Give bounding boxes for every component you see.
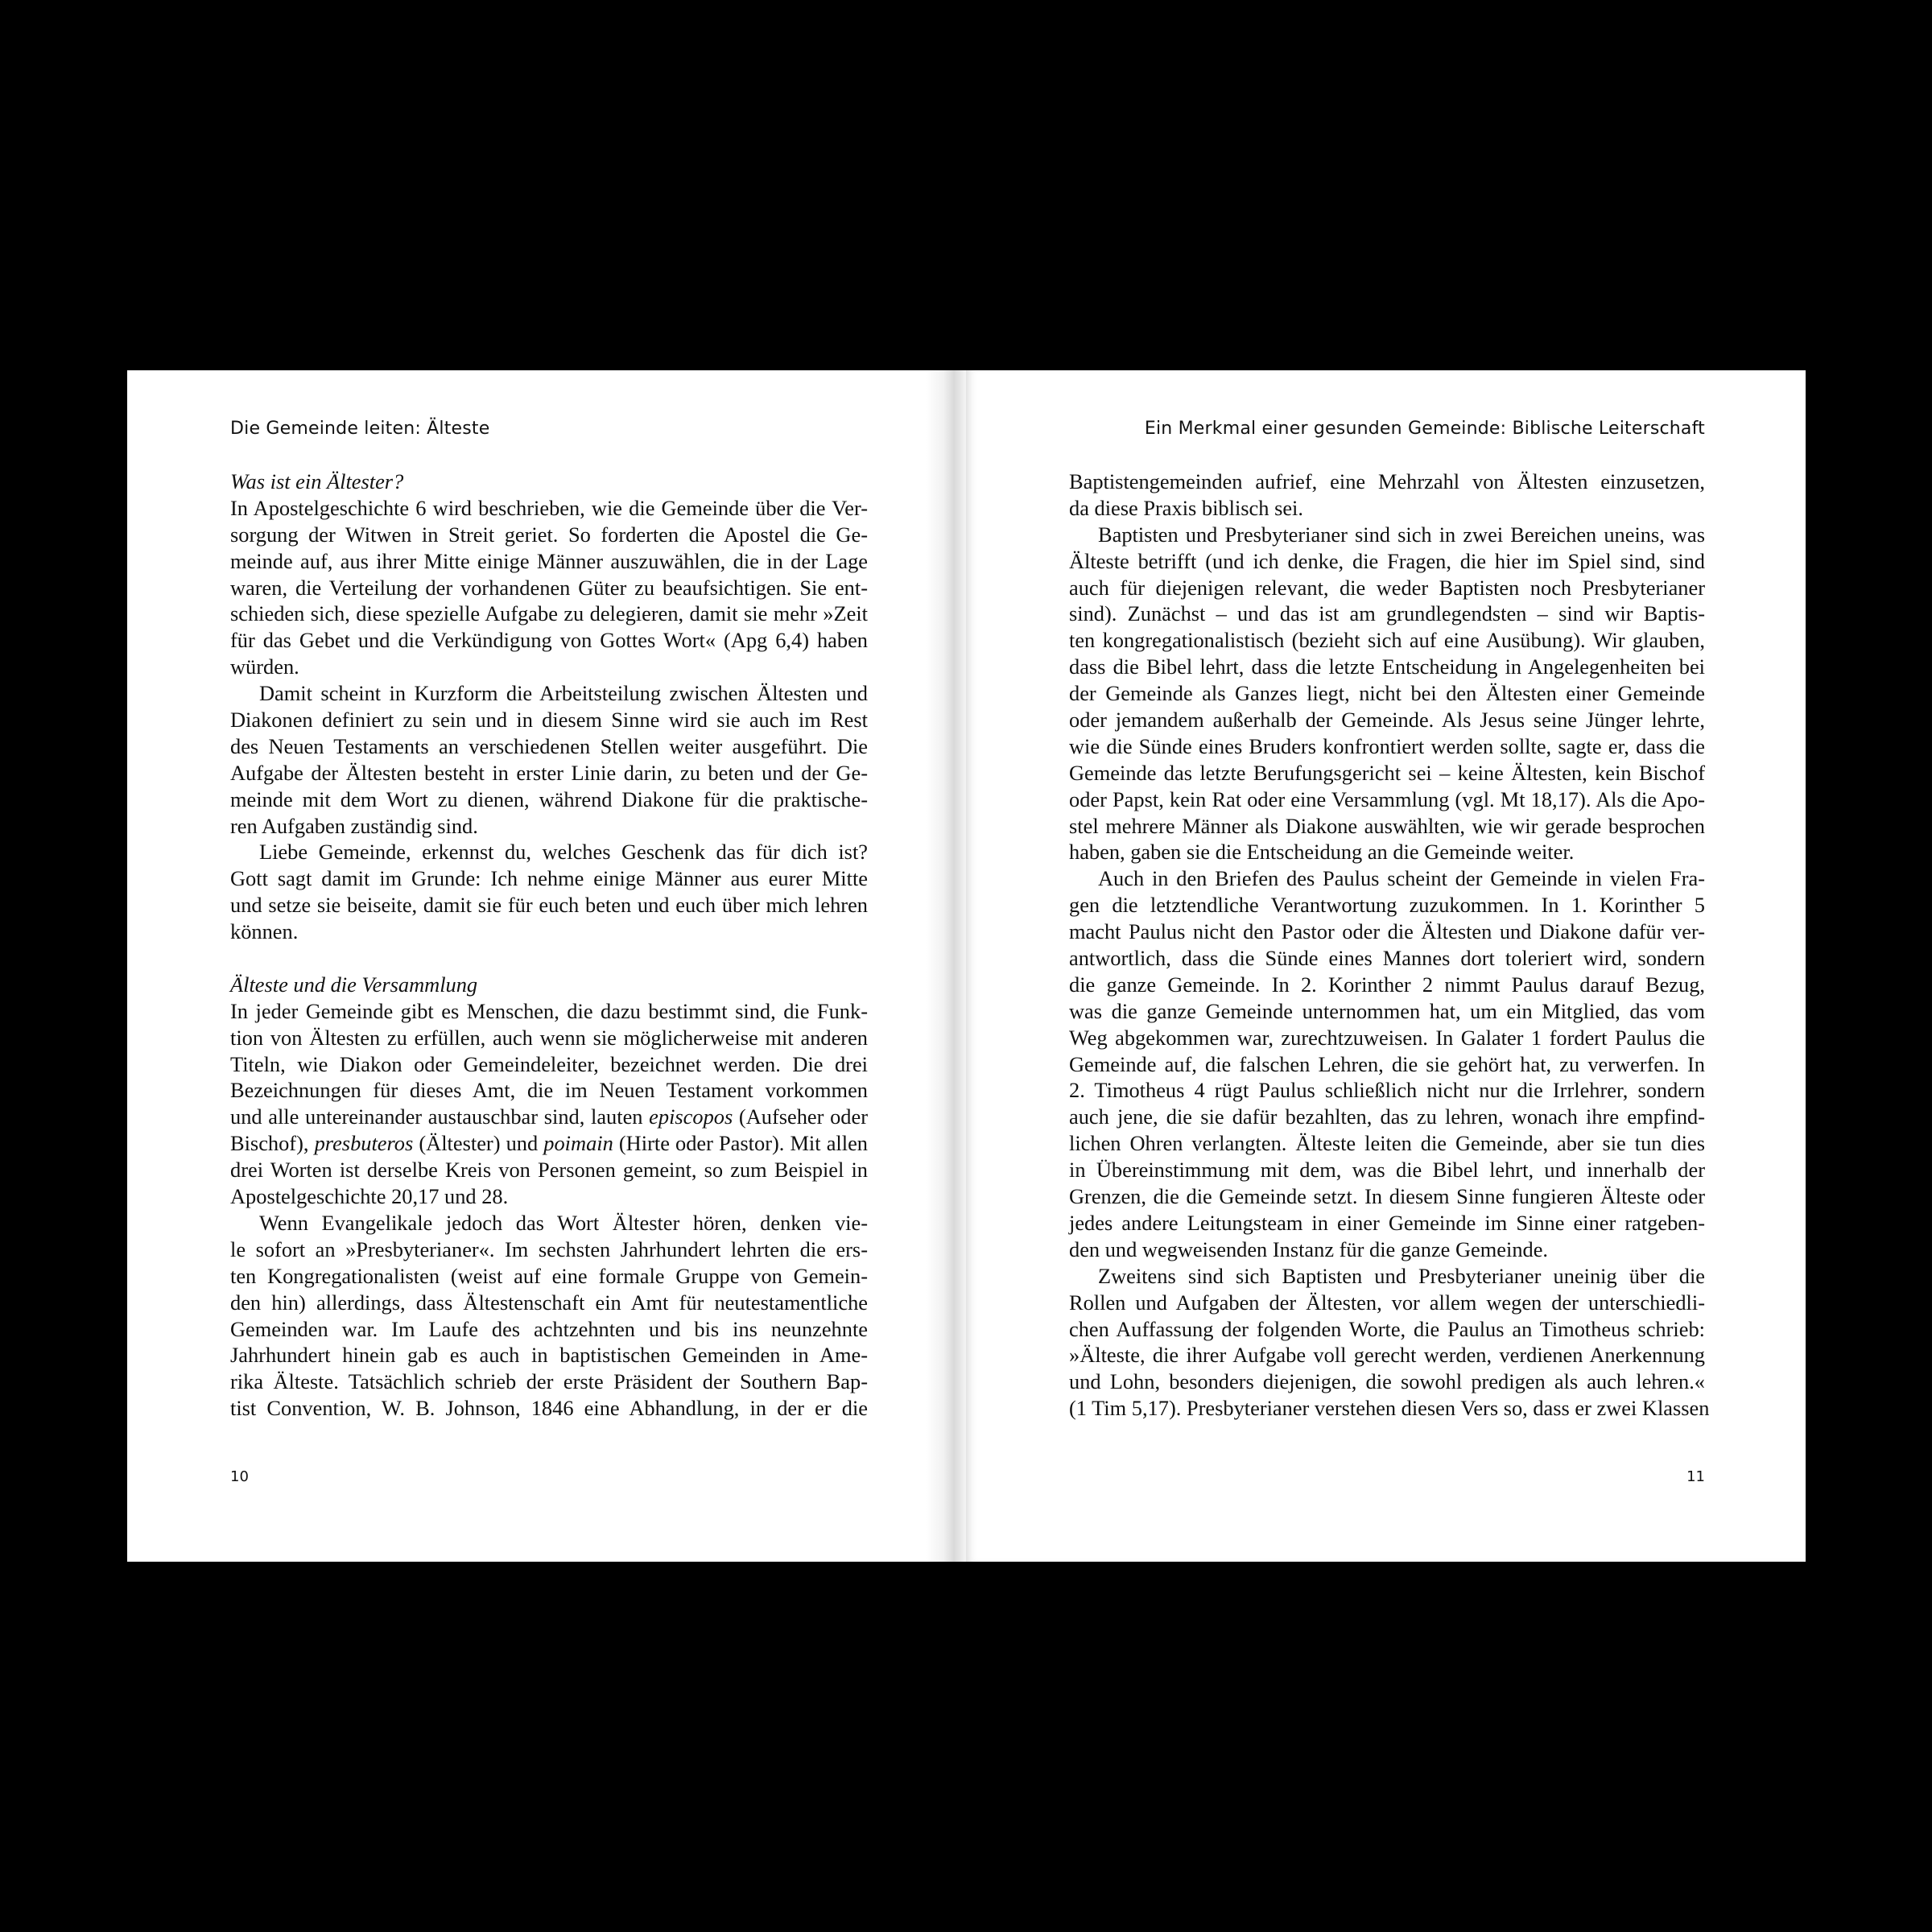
text-line: würden.: [230, 654, 299, 679]
page-number-left: 10: [230, 1468, 249, 1485]
text-line: und setze sie beiseite, damit sie für euch beten und euch über mich lehren: [230, 893, 868, 918]
text-line: Älteste betrifft (und ich denke, die Fragen, die hier im Spiel sind, sind: [1069, 548, 1705, 573]
text-line: Gott sagt damit im Grunde: Ich nehme einige Männer aus eurer Mitte: [230, 866, 868, 891]
text-line: und alle untereinander austauschbar sind, lauten episcopos (Aufseher oder: [230, 1104, 868, 1129]
text-line: Rollen und Aufgaben der Ältesten, vor allem wegen der unterschiedli-: [1069, 1290, 1705, 1315]
text-line: le sofort an »Presbyterianer«. Im sechsten Jahrhundert lehrten die ers-: [230, 1236, 868, 1261]
running-header-left: Die Gemeinde leiten: Älteste: [230, 419, 490, 439]
text-line: lichen Ohren verlangten. Älteste leiten die Gemeinde, aber sie tun dies: [1069, 1131, 1705, 1156]
text-line: rika Älteste. Tatsächlich schrieb der erste Präsident der Southern Bap-: [230, 1369, 868, 1394]
text-line: ten kongregationalistisch (bezieht sich auf eine Ausübung). Wir glauben,: [1069, 628, 1705, 653]
text-line: ten Kongregationalisten (weist auf eine formale Gruppe von Gemein-: [230, 1263, 868, 1288]
text-line: In Apostelgeschichte 6 wird beschrieben, wie die Gemeinde über die Ver-: [230, 495, 868, 520]
text-line: sorgung der Witwen in Streit geriet. So forderten die Apostel die Ge-: [230, 522, 868, 547]
section-heading: Älteste und die Versammlung: [230, 972, 478, 997]
text-line: Zweitens sind sich Baptisten und Presbyterianer uneinig über die: [1098, 1263, 1705, 1288]
text-line: chen Auffassung der folgenden Worte, die Paulus an Timotheus schrieb:: [1069, 1316, 1705, 1341]
text-line: Gemeinden war. Im Laufe des achtzehnten und bis ins neunzehnte: [230, 1316, 868, 1341]
text-line: stel mehrere Männer als Diakone auswählten, wie wir gerade besprochen: [1069, 813, 1705, 838]
text-line: Auch in den Briefen des Paulus scheint der Gemeinde in vielen Fra-: [1098, 866, 1705, 891]
italic-term: poimain: [543, 1131, 613, 1156]
text-line: Aufgabe der Ältesten besteht in erster Linie darin, zu beten und der Ge-: [230, 760, 868, 785]
text-line: die ganze Gemeinde. In 2. Korinther 2 nimmt Paulus darauf Bezug,: [1069, 972, 1705, 997]
text-line: Grenzen, die die Gemeinde setzt. In diesem Sinne fungieren Älteste oder: [1069, 1184, 1705, 1209]
text-line: meinde auf, aus ihrer Mitte einige Männer auszuwählen, die in der Lage: [230, 548, 868, 573]
italic-term: episcopos: [649, 1104, 733, 1129]
text-line: sind). Zunächst – und das ist am grundlegendsten – sind wir Baptis-: [1069, 601, 1705, 626]
text-line: In jeder Gemeinde gibt es Menschen, die dazu bestimmt sind, die Funk-: [230, 998, 868, 1023]
text-line: drei Worten ist derselbe Kreis von Personen gemeint, so zum Beispiel in: [230, 1158, 868, 1183]
text-line: Jahrhundert hinein gab es auch in baptistischen Gemeinden in Ame-: [230, 1343, 868, 1368]
text-line: 2. Timotheus 4 rügt Paulus schließlich nicht nur die Irrlehrer, sondern: [1069, 1078, 1705, 1103]
text-line: Baptisten und Presbyterianer sind sich in zwei Bereichen uneins, was: [1098, 522, 1705, 547]
text-line: dass die Bibel lehrt, dass die letzte Entscheidung in Angelegenheiten bei: [1069, 654, 1705, 679]
text-line: haben, gaben sie die Entscheidung an die Gemeinde weiter.: [1069, 840, 1575, 865]
text-line: auch jene, die sie dafür bezahlten, das zu lehren, wonach ihre empfind-: [1069, 1104, 1705, 1129]
text-line: »Älteste, die ihrer Aufgabe voll gerecht werden, verdienen Anerkennung: [1069, 1343, 1705, 1368]
text-line: den und wegweisenden Instanz für die ganze Gemeinde.: [1069, 1236, 1549, 1261]
text-line: meinde mit dem Wort zu dienen, während Diakone für die praktische-: [230, 786, 868, 811]
page-number-right: 11: [1686, 1468, 1705, 1485]
text-line: für das Gebet und die Verkündigung von Gottes Wort« (Apg 6,4) haben: [230, 628, 868, 653]
italic-term: presbuteros: [314, 1131, 414, 1156]
text-line: Wenn Evangelikale jedoch das Wort Ältester hören, denken vie-: [259, 1210, 868, 1235]
text-line: waren, die Verteilung der vorhandenen Güter zu beaufsichtigen. Sie ent-: [230, 575, 868, 600]
text-line: (1 Tim 5,17). Presbyterianer verstehen diesen Vers so, dass er zwei Klassen: [1069, 1396, 1710, 1421]
text-line: Bischof), presbuteros (Ältester) und poimain (Hirte oder Pastor). Mit allen: [230, 1131, 868, 1156]
text-line: antwortlich, dass die Sünde eines Mannes dort toleriert wird, sondern: [1069, 946, 1705, 971]
text-line: schieden sich, diese spezielle Aufgabe zu delegieren, damit sie mehr »Zeit: [230, 601, 868, 626]
text-line: der Gemeinde als Ganzes liegt, nicht bei den Ältesten einer Gemeinde: [1069, 681, 1705, 706]
text-line: Apostelgeschichte 20,17 und 28.: [230, 1184, 509, 1209]
text-line: oder Papst, kein Rat oder eine Versammlung (vgl. Mt 18,17). Als die Apo-: [1069, 786, 1705, 811]
text-line: und Lohn, besonders diejenigen, die sowohl predigen als auch lehren.«: [1069, 1369, 1705, 1394]
text-line: können.: [230, 919, 299, 944]
left-page: [127, 370, 932, 1562]
text-line: da diese Praxis biblisch sei.: [1069, 495, 1303, 520]
text-line: Damit scheint in Kurzform die Arbeitsteilung zwischen Ältesten und: [259, 681, 868, 706]
text-line: gen die letztendliche Verantwortung zuzukommen. In 1. Korinther 5: [1069, 893, 1705, 918]
text-line: jedes andere Leitungsteam in einer Gemeinde im Sinne einer ratgeben-: [1069, 1210, 1705, 1235]
text-line: den hin) allerdings, dass Ältestenschaft ein Amt für neutestamentliche: [230, 1290, 868, 1315]
text-line: Diakonen definiert zu sein und in diesem Sinne wird sie auch im Rest: [230, 708, 868, 733]
text-line: tion von Ältesten zu erfüllen, auch wenn sie möglicherweise mit anderen: [230, 1025, 868, 1050]
text-line: Gemeinde das letzte Berufungsgericht sei – keine Ältesten, kein Bischof: [1069, 760, 1705, 785]
book-gutter: [926, 370, 966, 1562]
text-line: Gemeinde auf, die falschen Lehren, die sie gehört hat, zu verwerfen. In: [1069, 1051, 1705, 1076]
text-line: macht Paulus nicht den Pastor oder die Ältesten und Diakone dafür ver-: [1069, 919, 1705, 944]
text-line: Baptistengemeinden aufrief, eine Mehrzahl von Ältesten einzusetzen,: [1069, 469, 1705, 493]
body-text-left: [230, 469, 868, 1422]
text-line: tist Convention, W. B. Johnson, 1846 eine Abhandlung, in der er die: [230, 1396, 868, 1421]
paragraph-gap: [230, 945, 868, 972]
text-line: des Neuen Testaments an verschiedenen Stellen weiter ausgeführt. Die: [230, 733, 868, 758]
text-line: was die ganze Gemeinde unternommen hat, um ein Mitglied, das vom: [1069, 998, 1705, 1023]
text-line: Titeln, wie Diakon oder Gemeindeleiter, bezeichnet werden. Die drei: [230, 1051, 868, 1076]
text-line: ren Aufgaben zuständig sind.: [230, 813, 478, 838]
text-line: Liebe Gemeinde, erkennst du, welches Geschenk das für dich ist?: [259, 840, 868, 865]
right-page: [966, 370, 1806, 1562]
text-line: oder jemandem außerhalb der Gemeinde. Als Jesus seine Jünger lehrte,: [1069, 708, 1705, 733]
text-line: Bezeichnungen für dieses Amt, die im Neuen Testament vorkommen: [230, 1078, 868, 1103]
body-text-right: [1069, 469, 1710, 1422]
text-line: wie die Sünde eines Bruders konfrontiert werden sollte, sagte er, dass die: [1069, 733, 1705, 758]
section-heading: Was ist ein Ältester?: [230, 469, 404, 493]
text-line: in Übereinstimmung mit dem, was die Bibel lehrt, und innerhalb der: [1069, 1158, 1705, 1183]
running-header-right: Ein Merkmal einer gesunden Gemeinde: Biblische Leiterschaft: [1144, 419, 1705, 439]
text-line: auch für diejenigen relevant, die weder Baptisten noch Presbyterianer: [1069, 575, 1705, 600]
text-line: Weg abgekommen war, zurechtzuweisen. In Galater 1 fordert Paulus die: [1069, 1025, 1705, 1050]
